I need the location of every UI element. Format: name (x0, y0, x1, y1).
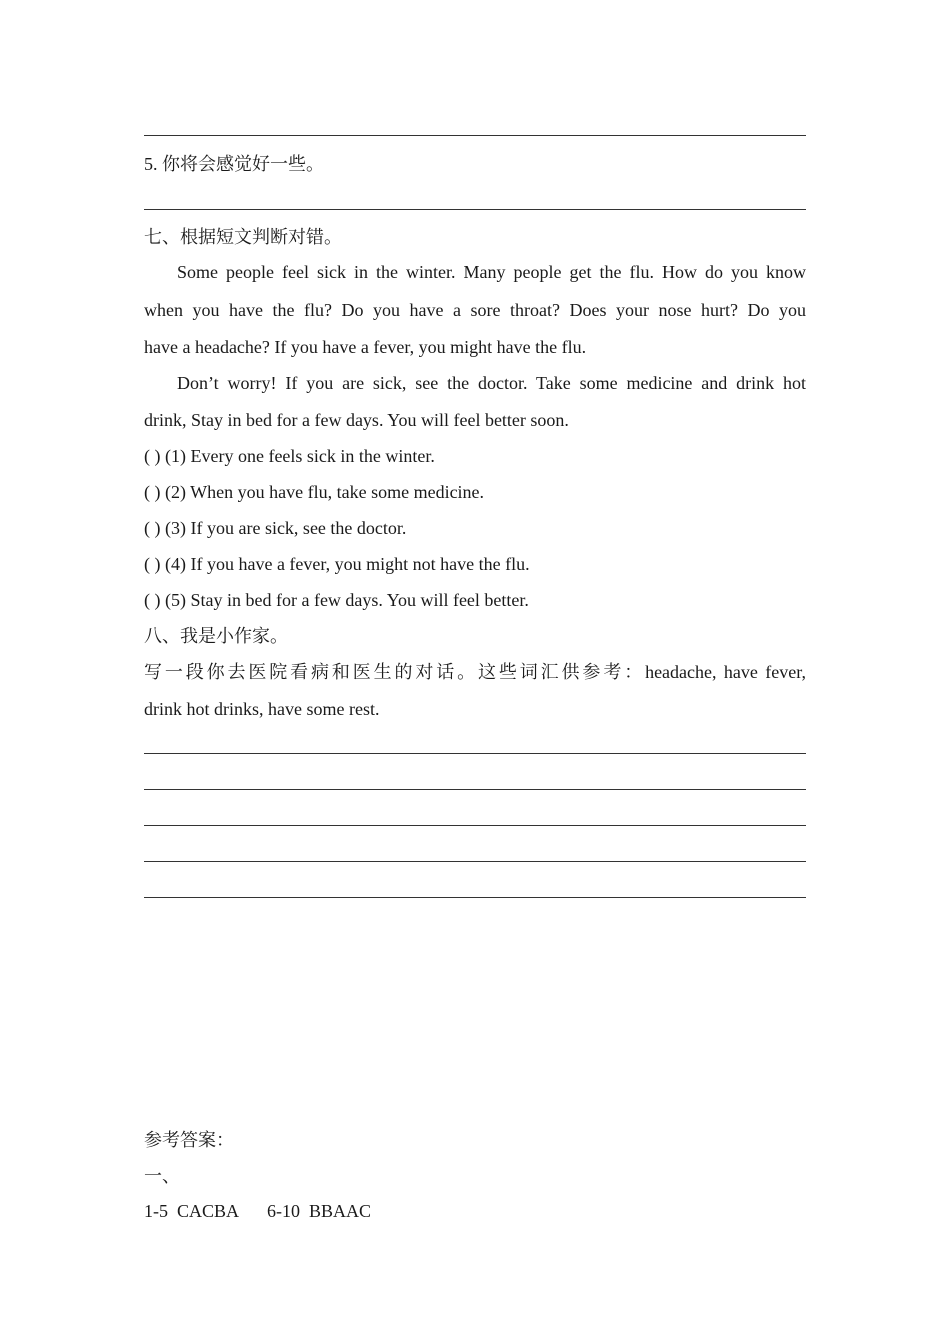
section-7-heading: 七、根据短文判断对错。 (144, 227, 342, 247)
writing-line (144, 753, 806, 754)
writing-line (144, 861, 806, 862)
writing-prompt: drink hot drinks, have some rest. (144, 699, 380, 719)
answers-part-1 (144, 1200, 371, 1222)
answer-key: BBAAC (309, 1201, 372, 1221)
answer-range: 1-5 (144, 1201, 168, 1221)
passage-line: Don’t worry! If you are sick, see the doctor. Take some medicine and drink hot (177, 373, 806, 393)
answer-range: 6-10 (267, 1201, 301, 1221)
true-false-item: ( ) (1) Every one feels sick in the winter. (144, 446, 435, 466)
true-false-item: ( ) (3) If you are sick, see the doctor. (144, 518, 407, 538)
writing-line (144, 897, 806, 898)
passage-line: have a headache? If you have a fever, you might have the flu. (144, 337, 587, 357)
passage-line: Some people feel sick in the winter. Many people get the flu. How do you know (177, 262, 806, 282)
writing-line (144, 789, 806, 790)
answers-heading: 参考答案： (144, 1130, 234, 1150)
true-false-item: ( ) (4) If you have a fever, you might not have the flu. (144, 554, 530, 574)
answers-part-1-label: 一、 (144, 1166, 180, 1186)
question-5: 5. 你将会感觉好一些。 (144, 154, 324, 174)
true-false-item: ( ) (5) Stay in bed for a few days. You will feel better. (144, 590, 529, 610)
section-8-heading: 八、我是小作家。 (144, 626, 288, 646)
passage-line: drink, Stay in bed for a few days. You will feel better soon. (144, 410, 569, 430)
true-false-item: ( ) (2) When you have flu, take some medicine. (144, 482, 485, 502)
writing-line (144, 825, 806, 826)
writing-prompt: 写一段你去医院看病和医生的对话。这些词汇供参考：headache, have fever, (144, 662, 806, 682)
answer-line-q5 (144, 209, 806, 210)
passage-line: when you have the flu? Do you have a sore throat? Does your nose hurt? Do you (144, 300, 806, 320)
answer-line-q4 (144, 135, 806, 136)
answer-key: CACBA (177, 1201, 240, 1221)
